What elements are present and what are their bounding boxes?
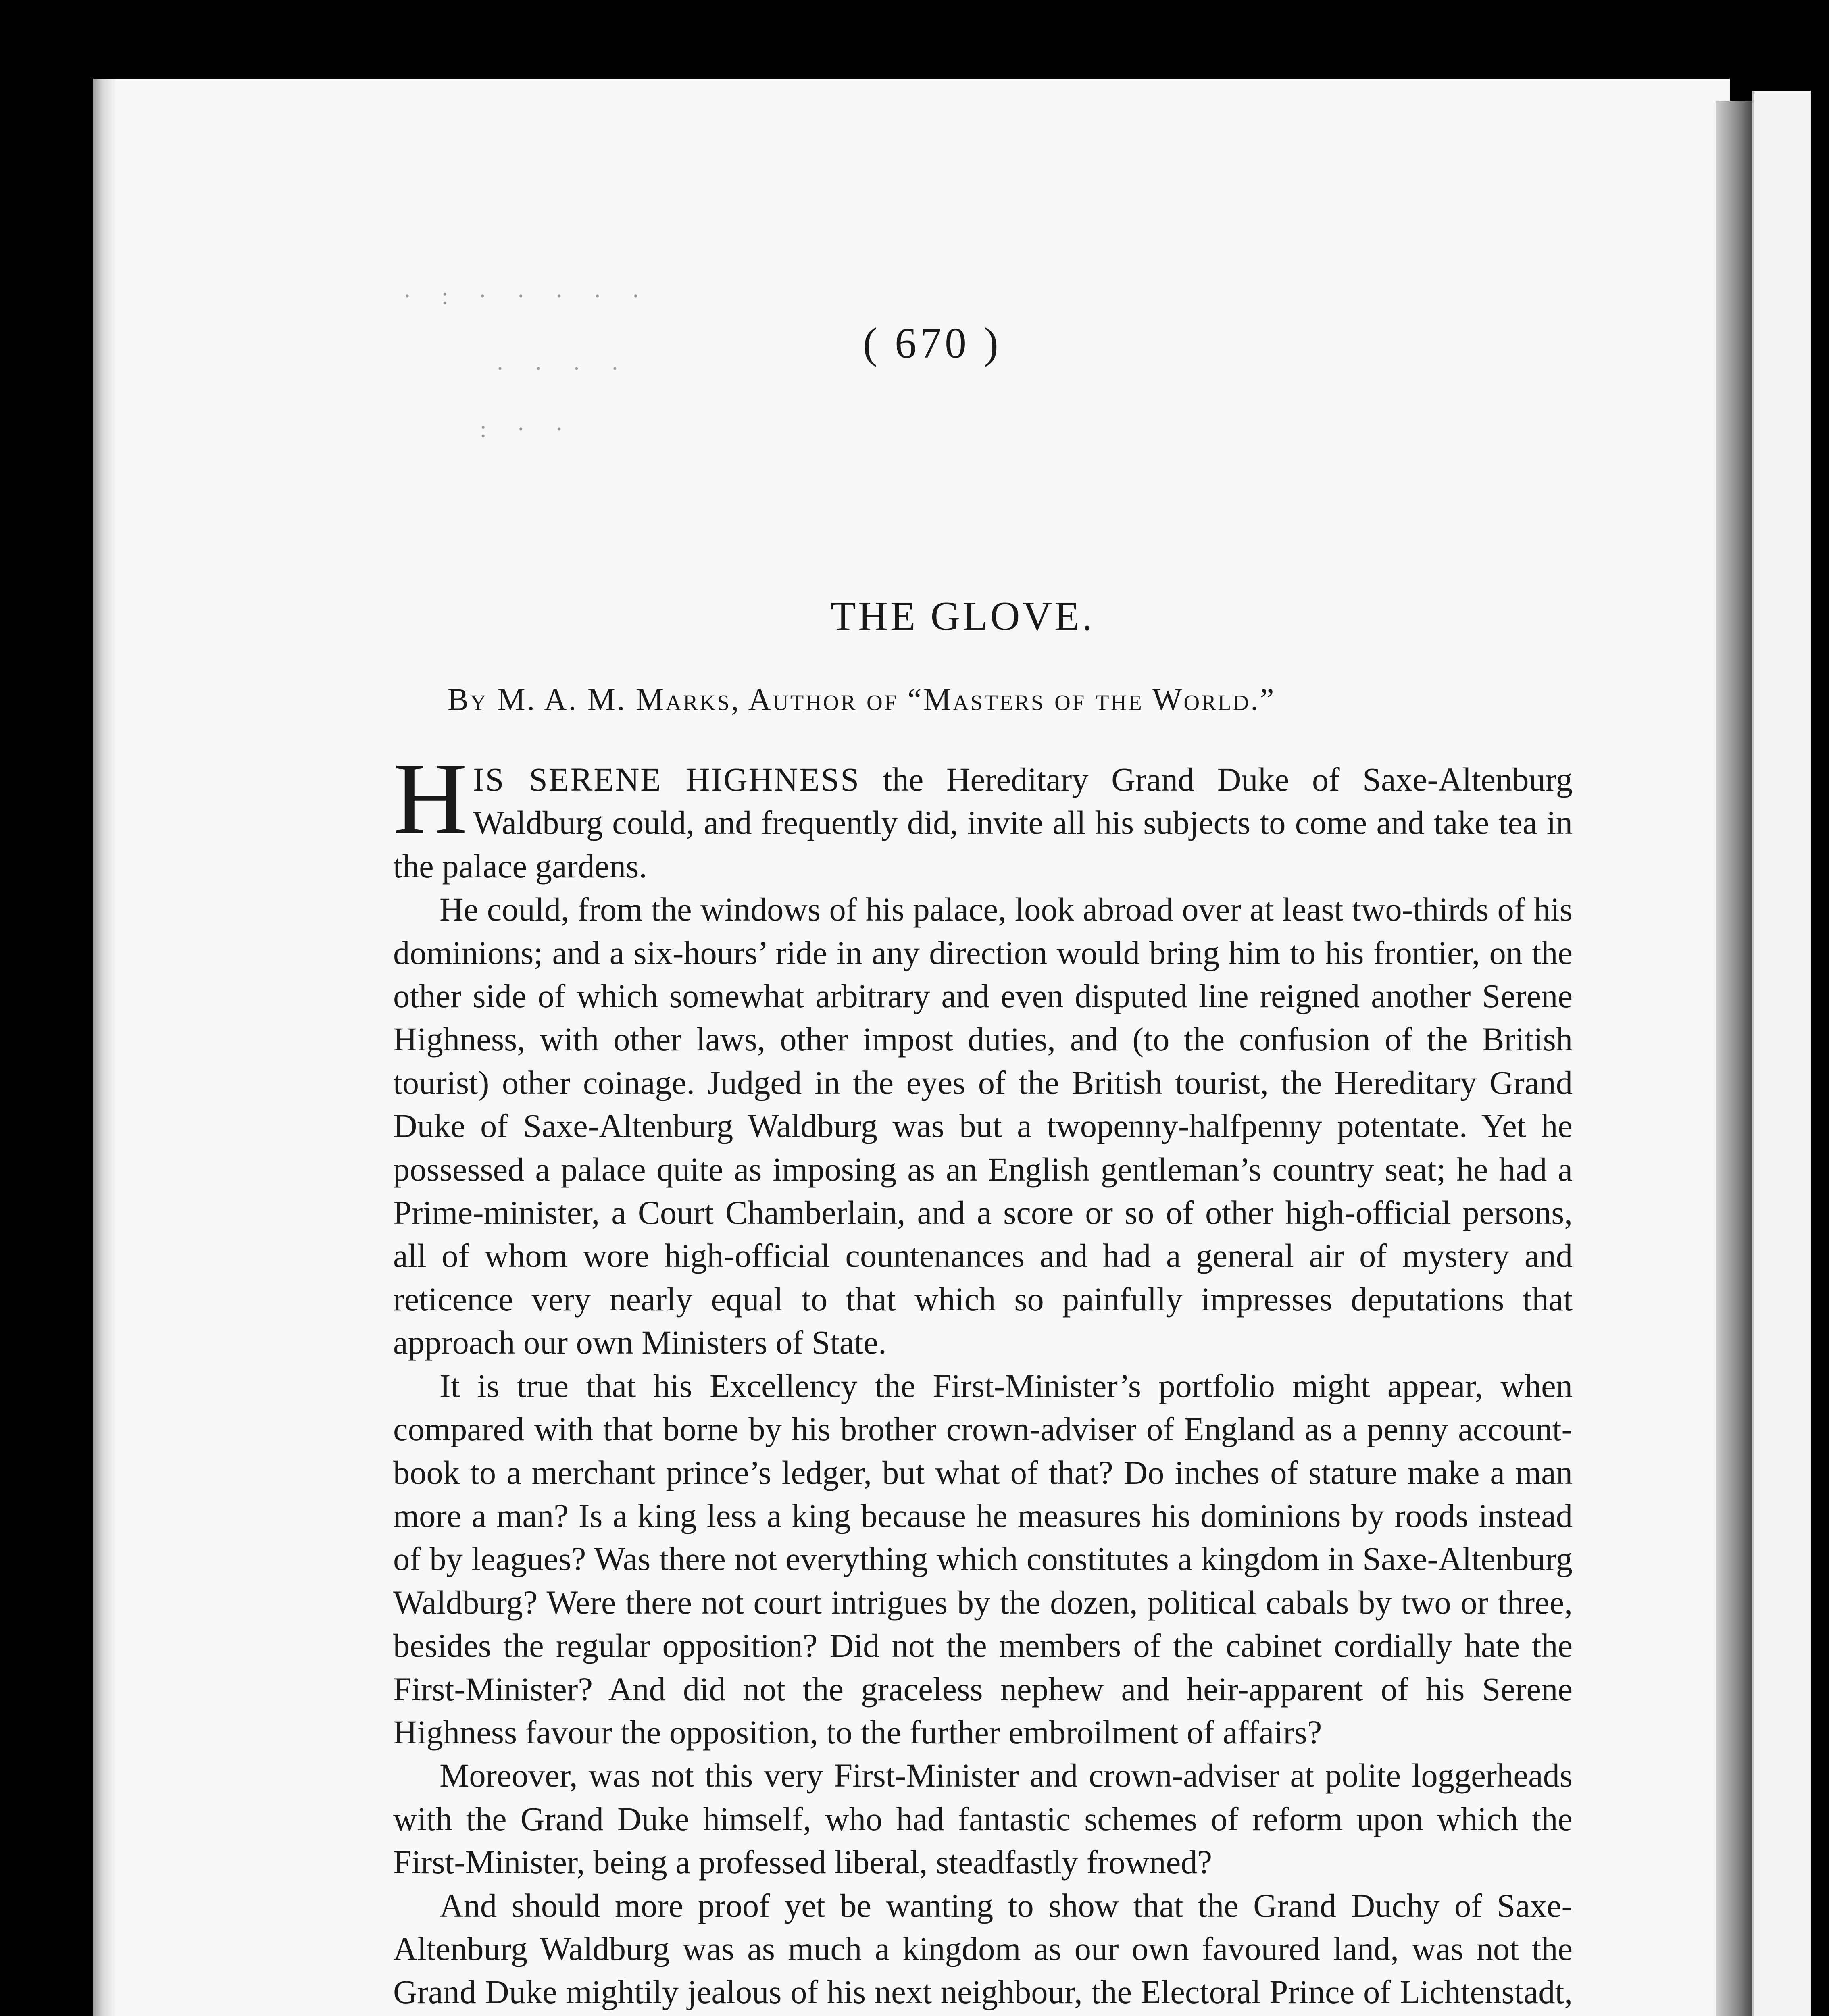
drop-cap: H [393,742,468,856]
paragraph-text: the Hereditary Grand Duke of Saxe-Altenburg Waldburg could, and frequently did, invite all his subjects to come and take tea in the palace gardens. [393,761,1573,885]
bleed-through-marks: : · · [480,416,575,442]
page-gutter-shadow [93,79,117,2016]
page-number: ( 670 ) [863,319,1002,367]
adjacent-page-edge [1752,91,1811,2016]
article-title: THE GLOVE. [831,594,1095,639]
article-byline: By M. A. M. Marks, Author of “Masters of the World.” [448,682,1276,717]
bleed-through-marks: · · · · [496,355,631,382]
article-paragraph [393,742,1573,888]
page-edge-shadow [1716,101,1752,2016]
article-paragraph: It is true that his Excellency the First-Minister’s portfolio might appear, when compared with that borne by his brother crown-adviser of England as a penny account-book to a merchant prince’s ledger, but what of that? Do inches of stature make a man more a man? Is a king less a king because he measures his dominions by roods instead of by leagues? Was there not everything which constitutes a kingdom in Saxe-Altenburg Waldburg? Were there not court intrigues by the dozen, political cabals by two or three, besides the regular opposition? Did not the members of the cabinet cordially hate the First-Minister? And did not the graceless nephew and heir-apparent of his Serene Highness favour the opposition, to the further embroilment of affairs? [393,1367,1573,1751]
article-paragraph: He could, from the windows of his palace, look abroad over at least two-thirds of his dominions; and a six-hours’ ride in any direction would bring him to his frontier, on the other side of which somewhat arbitrary and even disputed line reigned another Serene Highness, with other laws, other impost duties, and (to the confusion of the British tourist) other coinage. Judged in the eyes of the British tourist, the Hereditary Grand Duke of Saxe-Altenburg Waldburg was but a twopenny-halfpenny potentate. Yet he possessed a palace quite as imposing as an English gentleman’s country seat; he had a Prime-minister, a Court Chamberlain, and a score or so of other high-official persons, all of whom wore high-official countenances and had a general air of mystery and reticence very nearly equal to that which so painfully impresses deputations that approach our own Ministers of State. [393,891,1573,1361]
article-paragraph: And should more proof yet be wanting to show that the Grand Duchy of Saxe-Altenburg Waldburg was as much a kingdom as our own favoured land, was not the Grand Duke mightily jealous of his next neighbour, the Electoral Prince of Lichtenstadt, [393,1887,1573,2011]
article-paragraph: Moreover, was not this very First-Minister and crown-adviser at polite loggerheads with the Grand Duke himself, who had fantastic schemes of reform upon which the First-Minister, being a professed liberal, steadfastly frowned? [393,1757,1573,1881]
article-body [393,742,1573,2016]
bleed-through-marks: · : · · · · · [403,283,652,309]
opening-small-caps: IS SERENE HIGHNESS [473,761,860,798]
